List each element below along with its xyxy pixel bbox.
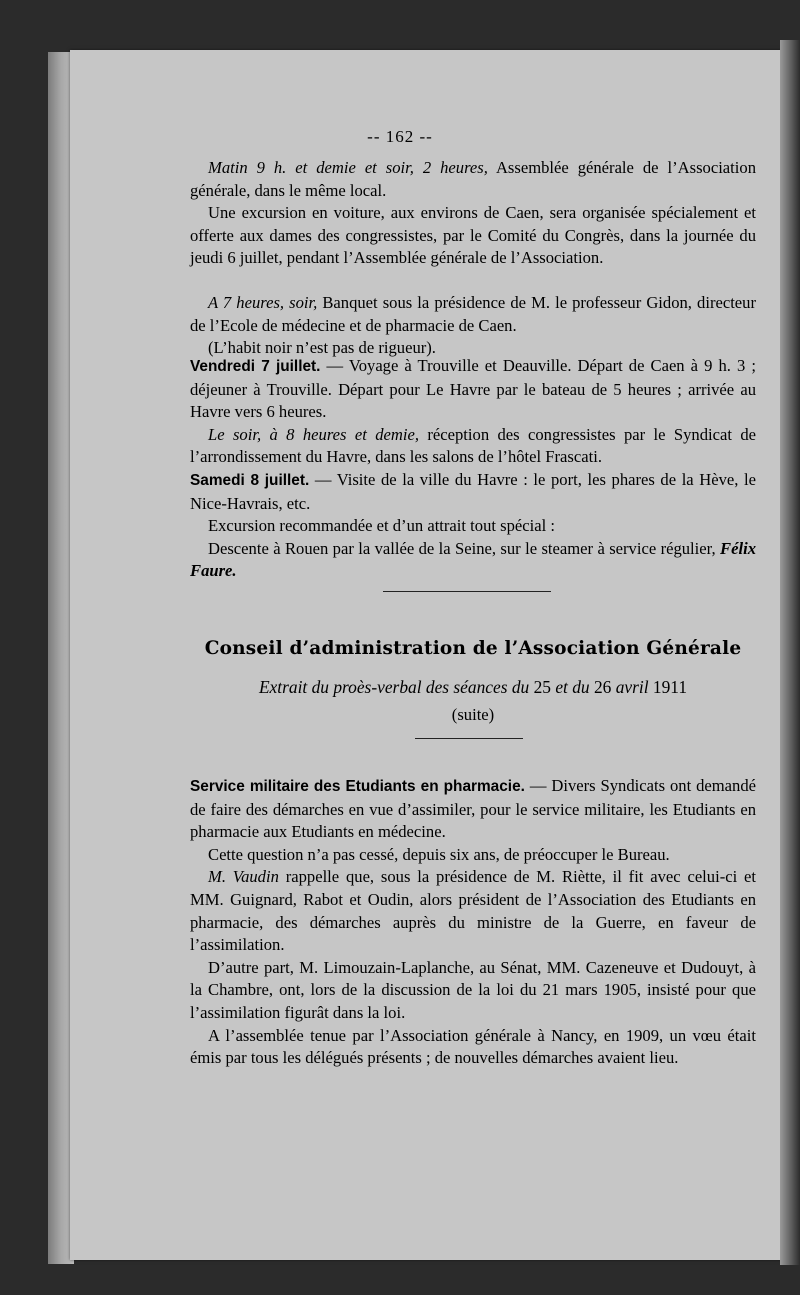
subheading-divider xyxy=(415,738,523,739)
paragraph-text: réception des congressistes par le Syndicat de l’arrondissement du Havre, dans les salons de l’hôtel Frascati. xyxy=(190,424,756,467)
schedule-block-banquet xyxy=(190,292,756,360)
section-heading: Conseil d’administration de l’Association Générale xyxy=(204,638,742,659)
paragraph-autre-part: D’autre part, M. Limouzain-Laplanche, au Sénat, MM. Cazeneuve et Dudouyt, à la Chambre, ont, lors de la discussion de la loi du 21 mars 1905, insisté pour que l’assimilation figurât dans la loi. xyxy=(190,957,756,1022)
ship-name: Félix Faure. xyxy=(190,538,756,581)
paragraph-assembly xyxy=(190,157,756,202)
paragraph-text: Descente à Rouen par la vallée de la Seine, sur le steamer à service régulier, xyxy=(208,538,721,558)
paragraph-samedi xyxy=(190,469,756,515)
subheading-day1: 25 xyxy=(533,677,551,697)
paragraph-text: Banquet sous la présidence de M. le professeur Gidon, directeur de l’Ecole de médecine et de pharmacie de Caen. xyxy=(190,293,756,335)
paragraph-text: — Visite de la ville du Havre : le port, les phares de la Hève, le Nice-Havrais, etc. xyxy=(190,469,757,513)
time-italic: A 7 heures, soir, xyxy=(208,293,318,312)
day-label: Vendredi 7 juillet. xyxy=(190,358,321,375)
subheading-text: avril xyxy=(611,677,653,697)
topic-label: Service militaire des Etudiants en pharmacie. xyxy=(190,778,525,795)
subheading-year: 1911 xyxy=(652,677,688,697)
day-label: Samedi 8 juillet. xyxy=(190,471,310,489)
paragraph-text: — Voyage à Trouville et Deauville. Départ de Caen à 9 h. 3 ; déjeuner à Trouville. Départ pour Le Havre par le bateau de 5 heures ; arrivée au Havre vers 6 heures. xyxy=(190,356,756,422)
paragraph-text: — Divers Syndicats ont demandé de faire des démarches en vue d’assimiler, pour le service militaire, les Etudiants en pharmacie aux Etudiants en médecine. xyxy=(190,776,756,842)
paragraph-soir xyxy=(190,424,756,469)
subheading-text: et du xyxy=(550,677,594,697)
paragraph-question: Cette question n’a pas cessé, depuis six ans, de préoccuper le Bureau. xyxy=(208,844,670,864)
paragraph-vaudin xyxy=(190,866,756,956)
paragraph-excursion-car: Une excursion en voiture, aux environs de Caen, sera organisée spécialement et offerte aux dames des congressistes, par le Comité du Congrès, dans la journée du jeudi 6 juillet, pendant l’Assemblée générale de l’Association. xyxy=(190,203,756,268)
section-divider xyxy=(383,591,551,592)
paragraph-text: rappelle que, sous la présidence de M. Riètte, il fit avec celui-ci et MM. Guignard, Rabot et Oudin, alors président de l’Association des Etudiants en pharmacie, des démarches auprès du ministre de la Guerre, en faveur de l’assimilation. xyxy=(190,867,756,955)
section-suite: (suite) xyxy=(451,705,495,724)
subheading-text: Extrait du proès-verbal des séances du xyxy=(258,677,534,697)
paragraph-banquet xyxy=(190,292,756,337)
military-service-block xyxy=(190,775,756,1070)
time-italic: Matin 9 h. et demie et soir, 2 heures, xyxy=(208,158,488,177)
paragraph-excursion: Excursion recommandée et d’un attrait tout spécial : xyxy=(208,516,555,536)
paragraph-text: Assemblée générale de l’Association générale, dans le même local. xyxy=(190,158,756,200)
paragraph-dress-code: (L’habit noir n’est pas de rigueur). xyxy=(208,338,436,358)
schedule-block-thursday xyxy=(190,157,756,270)
page-right-edge xyxy=(780,40,800,1265)
page-number: -- 162 -- xyxy=(367,127,433,146)
section-subheading xyxy=(190,677,756,698)
paragraph-assemblee-nancy: A l’assemblée tenue par l’Association générale à Nancy, en 1909, un vœu était émis par tous les délégués présents ; de nouvelles démarches avaient lieu. xyxy=(190,1025,756,1068)
subheading-day2: 26 xyxy=(593,677,612,697)
paragraph-vendredi xyxy=(190,355,756,424)
schedule-block-friday-saturday xyxy=(190,355,756,583)
time-italic: Le soir, à 8 heures et demie, xyxy=(208,424,419,444)
paragraph-descente xyxy=(190,538,756,583)
paragraph-service-militaire xyxy=(190,775,756,844)
person-italic: M. Vaudin xyxy=(208,867,279,887)
